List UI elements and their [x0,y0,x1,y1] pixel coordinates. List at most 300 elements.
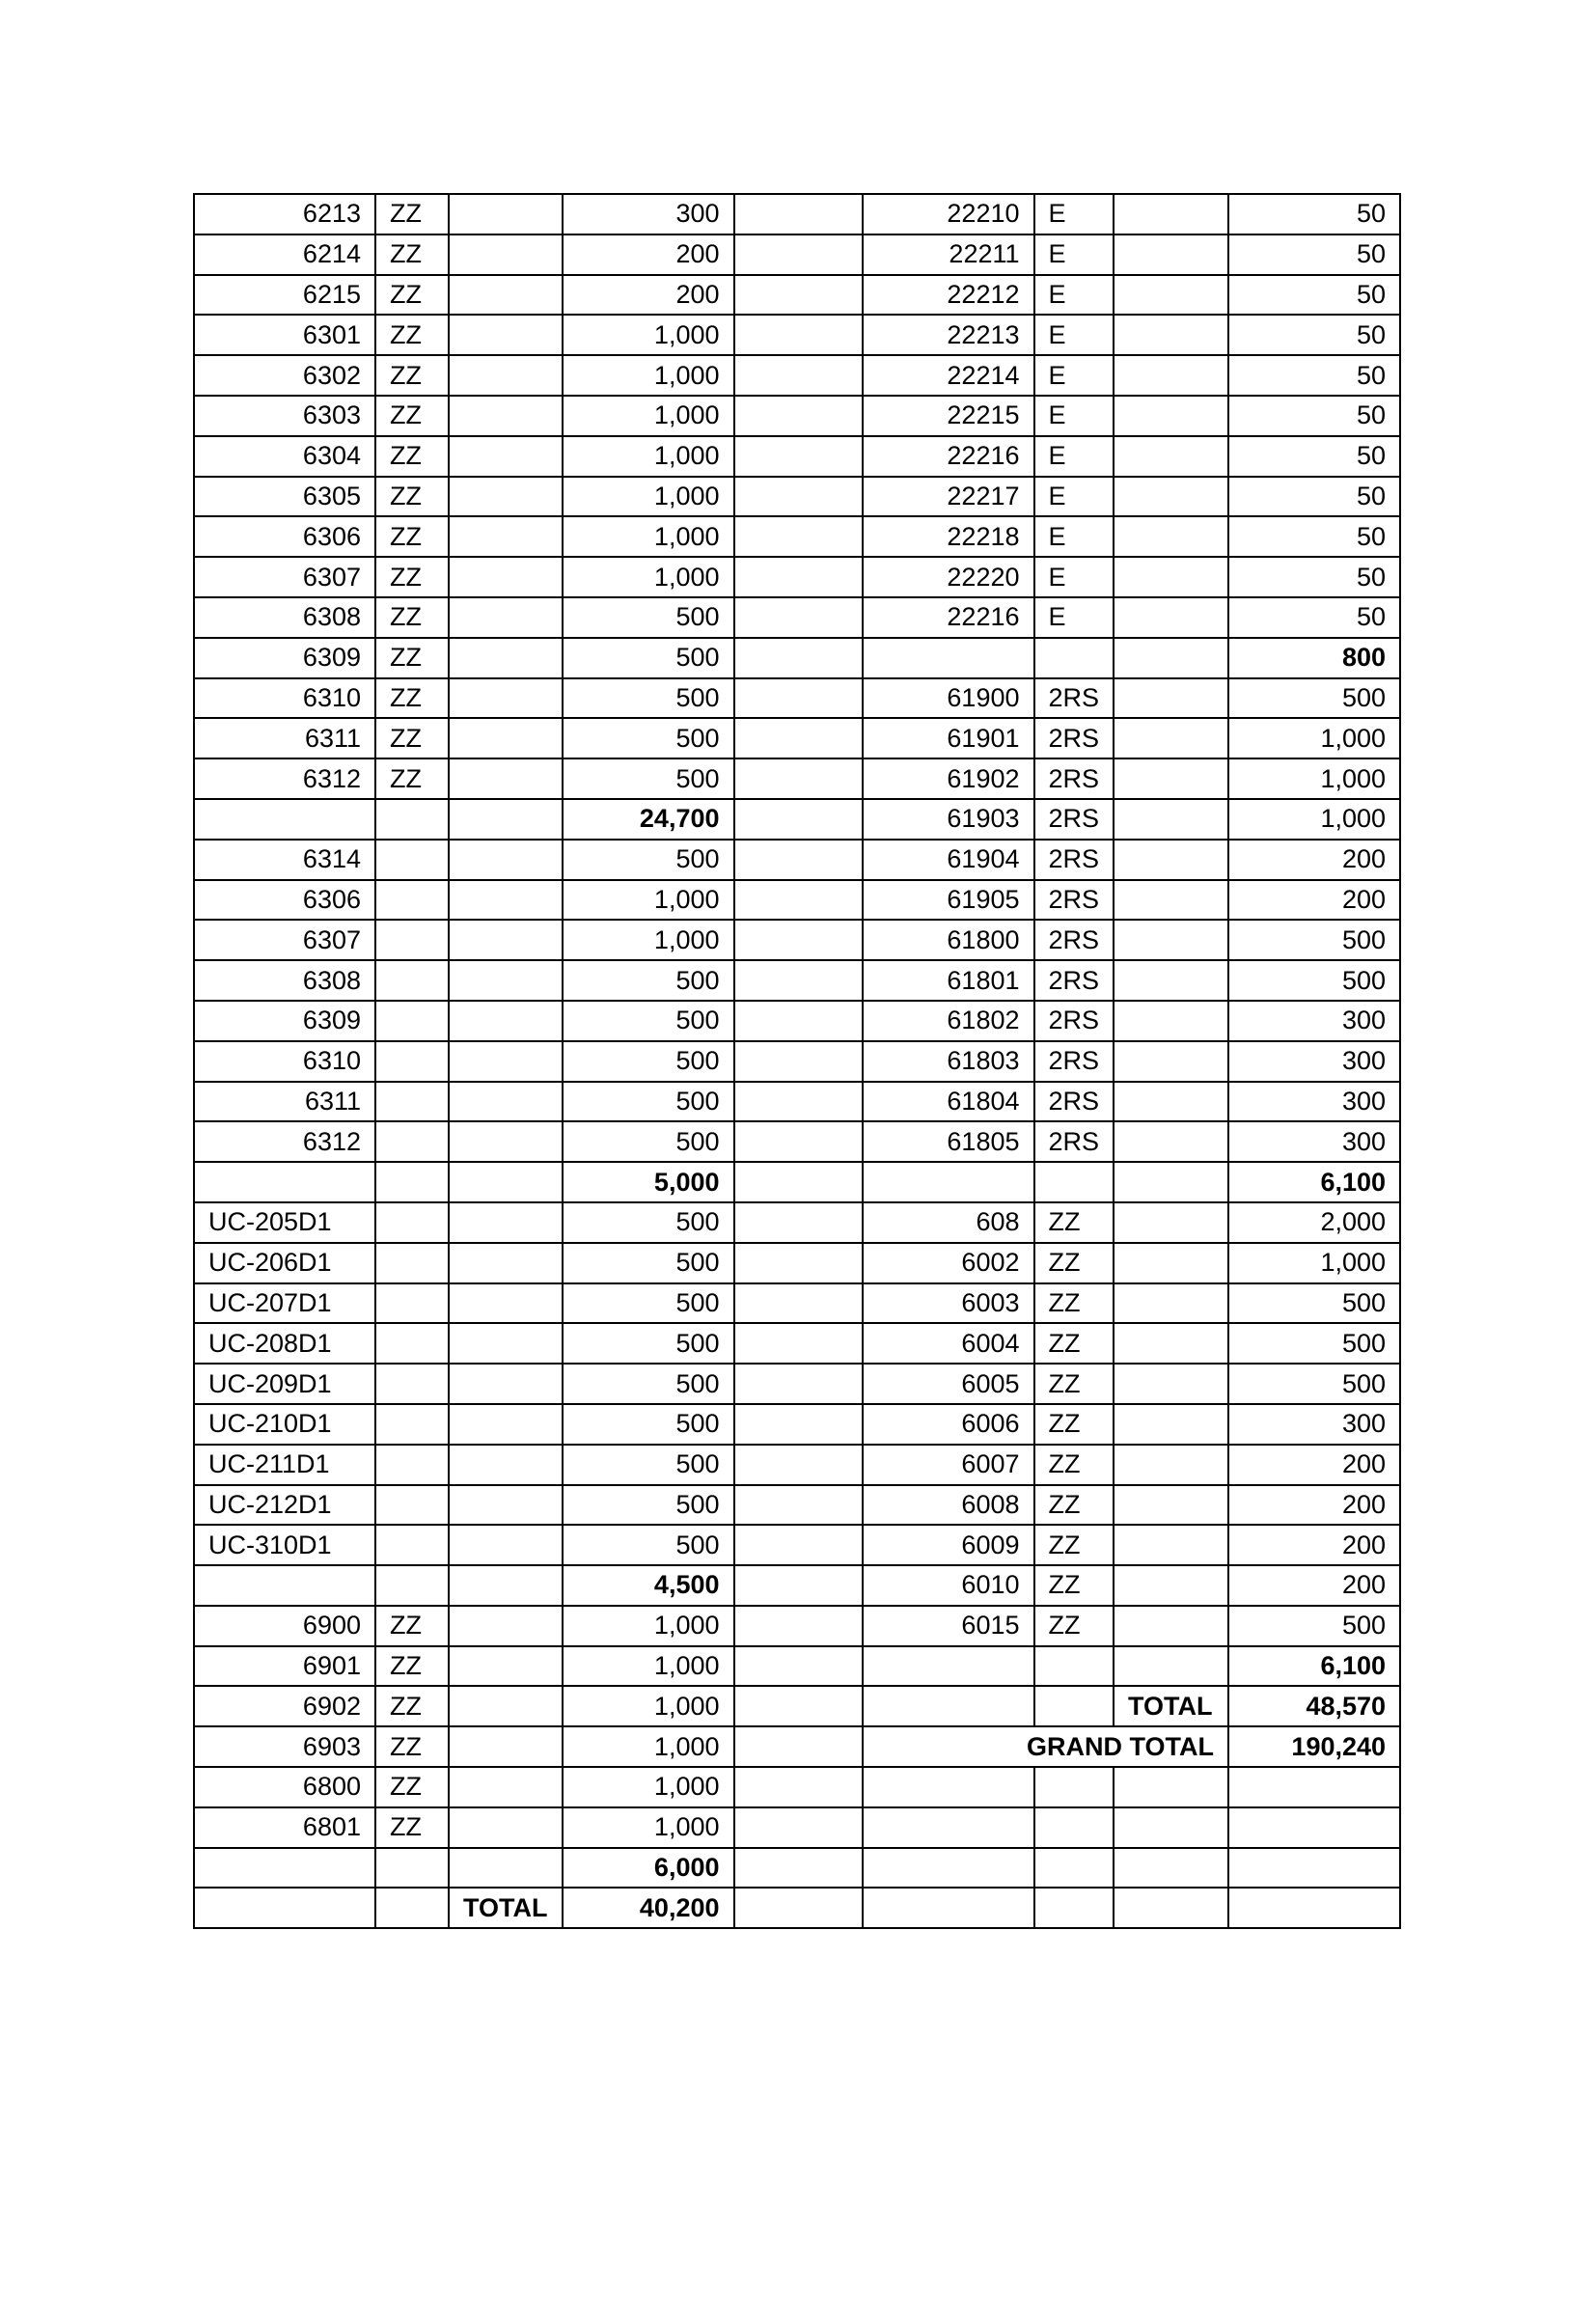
table-row [194,920,1400,960]
spacer-cell [734,1848,863,1889]
right-code-cell: 6008 [863,1485,1034,1526]
right-label-cell [1114,597,1228,638]
right-qty-cell: 50 [1228,194,1400,234]
spacer-cell [734,1445,863,1485]
left-qty-cell: 500 [563,1404,734,1445]
spacer-cell [734,275,863,316]
right-qty-cell: 500 [1228,960,1400,1001]
left-qty-cell: 1,000 [563,396,734,436]
left-label-cell [449,597,563,638]
left-qty-cell: 4,500 [563,1565,734,1606]
spacer-cell [734,960,863,1001]
right-type-cell: E [1034,597,1114,638]
left-type-cell: ZZ [375,557,449,597]
right-code-cell [863,1162,1034,1202]
left-code-cell: UC-205D1 [194,1202,375,1243]
right-qty-cell: 190,240 [1228,1726,1400,1767]
table-row [194,1485,1400,1526]
left-code-cell [194,1848,375,1889]
spacer-cell [734,1404,863,1445]
left-type-cell: ZZ [375,597,449,638]
right-qty-cell: 6,100 [1228,1162,1400,1202]
left-label-cell [449,1243,563,1283]
table-row [194,1364,1400,1404]
left-code-cell: 6311 [194,1082,375,1122]
left-code-cell [194,1888,375,1928]
right-qty-cell: 1,000 [1228,799,1400,840]
right-type-cell: 2RS [1034,799,1114,840]
right-type-cell: E [1034,396,1114,436]
left-qty-cell: 500 [563,758,734,799]
right-type-cell: ZZ [1034,1243,1114,1283]
right-qty-cell [1228,1807,1400,1848]
left-type-cell [375,1485,449,1526]
right-code-cell: 61802 [863,1001,1034,1041]
right-type-cell [1034,1767,1114,1807]
inventory-table [193,193,1401,1929]
right-code-cell: 22218 [863,516,1034,557]
right-code-cell: 61903 [863,799,1034,840]
spacer-cell [734,355,863,396]
left-type-cell [375,1283,449,1324]
right-code-cell: 6004 [863,1323,1034,1364]
left-code-cell: 6215 [194,275,375,316]
right-code-cell [863,1686,1034,1726]
left-code-cell: 6801 [194,1807,375,1848]
table-row [194,1283,1400,1324]
left-type-cell: ZZ [375,1686,449,1726]
left-code-cell: 6307 [194,920,375,960]
left-label-cell [449,1041,563,1082]
right-label-cell [1114,1807,1228,1848]
right-label-cell [1114,1485,1228,1526]
left-code-cell: 6311 [194,718,375,758]
left-label-cell [449,718,563,758]
right-type-cell: E [1034,516,1114,557]
right-qty-cell: 1,000 [1228,1243,1400,1283]
left-label-cell [449,1485,563,1526]
left-qty-cell: 500 [563,1525,734,1565]
right-code-cell: 6009 [863,1525,1034,1565]
table-row [194,1807,1400,1848]
left-qty-cell: 500 [563,1001,734,1041]
right-label-cell [1114,1364,1228,1404]
spacer-cell [734,1767,863,1807]
right-type-cell [1034,1888,1114,1928]
right-qty-cell: 50 [1228,557,1400,597]
spacer-cell [734,1525,863,1565]
left-label-cell [449,1807,563,1848]
table-row [194,1726,1400,1767]
left-code-cell: 6901 [194,1646,375,1687]
left-qty-cell: 1,000 [563,477,734,517]
right-qty-cell: 300 [1228,1082,1400,1122]
right-qty-cell: 200 [1228,1525,1400,1565]
right-label-cell [1114,1606,1228,1646]
left-type-cell: ZZ [375,1767,449,1807]
left-type-cell: ZZ [375,355,449,396]
table-row [194,1323,1400,1364]
right-type-cell: E [1034,275,1114,316]
table-row [194,1404,1400,1445]
right-type-cell: 2RS [1034,920,1114,960]
left-type-cell: ZZ [375,315,449,355]
right-qty-cell: 300 [1228,1121,1400,1162]
left-label-cell: TOTAL [449,1888,563,1928]
left-type-cell: ZZ [375,234,449,275]
right-label-cell [1114,516,1228,557]
left-type-cell [375,840,449,880]
right-type-cell: E [1034,194,1114,234]
left-label-cell [449,1001,563,1041]
right-code-cell: 61904 [863,840,1034,880]
left-label-cell [449,638,563,678]
left-label-cell [449,960,563,1001]
left-type-cell: ZZ [375,1646,449,1687]
left-label-cell [449,678,563,719]
spacer-cell [734,678,863,719]
right-qty-cell: 800 [1228,638,1400,678]
right-label-cell [1114,194,1228,234]
spacer-cell [734,638,863,678]
right-label-cell [1114,557,1228,597]
right-type-cell: 2RS [1034,1082,1114,1122]
left-qty-cell: 500 [563,718,734,758]
right-code-cell: 6007 [863,1445,1034,1485]
left-qty-cell: 1,000 [563,1726,734,1767]
left-label-cell [449,1445,563,1485]
right-qty-cell: 500 [1228,1364,1400,1404]
left-label-cell [449,1283,563,1324]
table-row [194,1767,1400,1807]
right-type-cell: 2RS [1034,678,1114,719]
right-label-cell [1114,234,1228,275]
spacer-cell [734,1323,863,1364]
left-type-cell [375,960,449,1001]
left-type-cell: ZZ [375,678,449,719]
table-row [194,234,1400,275]
right-code-cell: 6010 [863,1565,1034,1606]
left-code-cell: 6301 [194,315,375,355]
spacer-cell [734,396,863,436]
spacer-cell [734,1001,863,1041]
right-qty-cell: 2,000 [1228,1202,1400,1243]
spacer-cell [734,1726,863,1767]
spacer-cell [734,840,863,880]
right-type-cell: E [1034,355,1114,396]
left-type-cell [375,1404,449,1445]
left-code-cell: 6213 [194,194,375,234]
right-qty-cell: 200 [1228,840,1400,880]
left-qty-cell: 5,000 [563,1162,734,1202]
right-code-cell [863,638,1034,678]
left-label-cell [449,840,563,880]
right-label-cell [1114,355,1228,396]
right-qty-cell: 6,100 [1228,1646,1400,1687]
right-qty-cell: 50 [1228,275,1400,316]
table-row [194,638,1400,678]
left-qty-cell: 6,000 [563,1848,734,1889]
left-code-cell: 6800 [194,1767,375,1807]
left-label-cell [449,557,563,597]
spacer-cell [734,477,863,517]
table-row [194,1162,1400,1202]
left-label-cell [449,1686,563,1726]
left-qty-cell: 1,000 [563,355,734,396]
right-label-cell [1114,1888,1228,1928]
left-label-cell [449,1082,563,1122]
left-qty-cell: 1,000 [563,557,734,597]
table-row [194,758,1400,799]
left-type-cell [375,1162,449,1202]
spacer-cell [734,758,863,799]
left-qty-cell: 1,000 [563,880,734,921]
left-label-cell [449,799,563,840]
left-label-cell [449,1162,563,1202]
table-row [194,1888,1400,1928]
left-code-cell: 6308 [194,960,375,1001]
right-code-cell: 6015 [863,1606,1034,1646]
right-code-cell: 22214 [863,355,1034,396]
left-label-cell [449,1848,563,1889]
left-code-cell: 6310 [194,678,375,719]
right-label-cell [1114,1646,1228,1687]
right-type-cell: ZZ [1034,1445,1114,1485]
right-code-cell: 61800 [863,920,1034,960]
left-code-cell: UC-209D1 [194,1364,375,1404]
right-code-cell: 6005 [863,1364,1034,1404]
left-type-cell [375,1001,449,1041]
right-label-cell [1114,315,1228,355]
left-type-cell [375,1041,449,1082]
left-label-cell [449,1525,563,1565]
left-type-cell: ZZ [375,275,449,316]
right-qty-cell: 50 [1228,355,1400,396]
table-row [194,355,1400,396]
right-type-cell: ZZ [1034,1485,1114,1526]
left-qty-cell: 1,000 [563,1686,734,1726]
left-label-cell [449,1606,563,1646]
table-row [194,1202,1400,1243]
spacer-cell [734,516,863,557]
spacer-cell [734,1565,863,1606]
right-type-cell: 2RS [1034,1001,1114,1041]
left-code-cell: 6307 [194,557,375,597]
spacer-cell [734,315,863,355]
right-type-cell: 2RS [1034,718,1114,758]
right-code-cell [863,1888,1034,1928]
right-label-cell [1114,1404,1228,1445]
left-label-cell [449,436,563,477]
right-code-cell: 61901 [863,718,1034,758]
spacer-cell [734,718,863,758]
right-code-cell: 61803 [863,1041,1034,1082]
spacer-cell [734,1646,863,1687]
left-type-cell: ZZ [375,718,449,758]
left-label-cell [449,477,563,517]
spacer-cell [734,799,863,840]
left-code-cell: 6303 [194,396,375,436]
right-label-cell [1114,840,1228,880]
right-label-cell [1114,1121,1228,1162]
right-code-cell: 22216 [863,597,1034,638]
left-type-cell [375,1323,449,1364]
left-qty-cell: 500 [563,840,734,880]
left-code-cell: 6305 [194,477,375,517]
right-code-cell [863,1767,1034,1807]
right-label-cell [1114,396,1228,436]
right-qty-cell: 50 [1228,516,1400,557]
right-label-cell [1114,1041,1228,1082]
spacer-cell [734,597,863,638]
table-row [194,840,1400,880]
spacer-cell [734,1686,863,1726]
table-row [194,678,1400,719]
left-code-cell: 6302 [194,355,375,396]
table-row [194,1848,1400,1889]
right-type-cell [1034,1646,1114,1687]
left-qty-cell: 200 [563,275,734,316]
table-row [194,1041,1400,1082]
left-label-cell [449,1121,563,1162]
left-qty-cell: 1,000 [563,516,734,557]
left-type-cell [375,1525,449,1565]
left-label-cell [449,920,563,960]
left-code-cell: 6900 [194,1606,375,1646]
left-qty-cell: 1,000 [563,315,734,355]
right-qty-cell: 50 [1228,234,1400,275]
table-row [194,1646,1400,1687]
right-code-cell: 22217 [863,477,1034,517]
left-type-cell: ZZ [375,477,449,517]
right-code-cell: 6006 [863,1404,1034,1445]
spacer-cell [734,1082,863,1122]
right-type-cell: E [1034,436,1114,477]
spacer-cell [734,1364,863,1404]
right-qty-cell: 50 [1228,436,1400,477]
left-code-cell: 6310 [194,1041,375,1082]
right-type-cell [1034,638,1114,678]
left-type-cell: ZZ [375,194,449,234]
left-qty-cell: 500 [563,1445,734,1485]
right-code-cell [863,1848,1034,1889]
right-label-cell [1114,1848,1228,1889]
right-type-cell: E [1034,557,1114,597]
spacer-cell [734,194,863,234]
table-row [194,1565,1400,1606]
left-type-cell [375,1848,449,1889]
right-label-cell [1114,1323,1228,1364]
right-qty-cell: 500 [1228,1323,1400,1364]
spacer-cell [734,557,863,597]
right-qty-cell: 200 [1228,880,1400,921]
right-type-cell: ZZ [1034,1606,1114,1646]
right-label-cell [1114,1283,1228,1324]
left-qty-cell: 500 [563,960,734,1001]
left-qty-cell: 500 [563,638,734,678]
left-type-cell: ZZ [375,1726,449,1767]
spacer-cell [734,1283,863,1324]
right-qty-cell [1228,1888,1400,1928]
left-type-cell: ZZ [375,1807,449,1848]
table-row [194,194,1400,234]
spacer-cell [734,1606,863,1646]
left-qty-cell: 500 [563,1485,734,1526]
right-qty-cell: 300 [1228,1001,1400,1041]
right-label-cell [1114,799,1228,840]
table-row [194,436,1400,477]
table-row [194,1243,1400,1283]
left-label-cell [449,516,563,557]
left-code-cell [194,1565,375,1606]
right-type-cell: 2RS [1034,1041,1114,1082]
right-code-cell: 22216 [863,436,1034,477]
right-code-cell: 608 [863,1202,1034,1243]
right-code-cell: 61905 [863,880,1034,921]
left-code-cell: 6306 [194,880,375,921]
right-label-cell [1114,638,1228,678]
right-type-cell [1034,1807,1114,1848]
right-qty-cell: 48,570 [1228,1686,1400,1726]
table-row [194,275,1400,316]
right-label-cell [1114,1202,1228,1243]
table-row [194,396,1400,436]
left-code-cell: 6306 [194,516,375,557]
left-type-cell: ZZ [375,436,449,477]
right-label-cell [1114,758,1228,799]
right-type-cell: 2RS [1034,840,1114,880]
right-code-cell: 22212 [863,275,1034,316]
table-row [194,557,1400,597]
right-type-cell: E [1034,234,1114,275]
right-code-cell: 22215 [863,396,1034,436]
right-type-cell [1034,1686,1114,1726]
right-type-cell: ZZ [1034,1404,1114,1445]
right-label-cell [1114,880,1228,921]
left-code-cell [194,1162,375,1202]
left-code-cell: 6308 [194,597,375,638]
right-type-cell: ZZ [1034,1323,1114,1364]
right-label-cell [1114,1082,1228,1122]
left-label-cell [449,396,563,436]
left-type-cell [375,880,449,921]
right-label-cell [1114,1162,1228,1202]
left-type-cell [375,1082,449,1122]
left-code-cell: 6312 [194,1121,375,1162]
table-row [194,718,1400,758]
grand-total-label: GRAND TOTAL [863,1726,1229,1767]
table-row [194,516,1400,557]
right-label-cell [1114,1445,1228,1485]
right-label-cell [1114,275,1228,316]
left-qty-cell: 500 [563,1323,734,1364]
spacer-cell [734,234,863,275]
right-code-cell: 6003 [863,1283,1034,1324]
spacer-cell [734,920,863,960]
left-type-cell: ZZ [375,516,449,557]
right-label-cell [1114,436,1228,477]
right-label-cell [1114,1525,1228,1565]
left-type-cell: ZZ [375,638,449,678]
left-type-cell [375,1445,449,1485]
right-code-cell: 61804 [863,1082,1034,1122]
spacer-cell [734,1243,863,1283]
right-code-cell [863,1807,1034,1848]
left-label-cell [449,234,563,275]
left-label-cell [449,275,563,316]
left-qty-cell: 300 [563,194,734,234]
left-code-cell: 6304 [194,436,375,477]
